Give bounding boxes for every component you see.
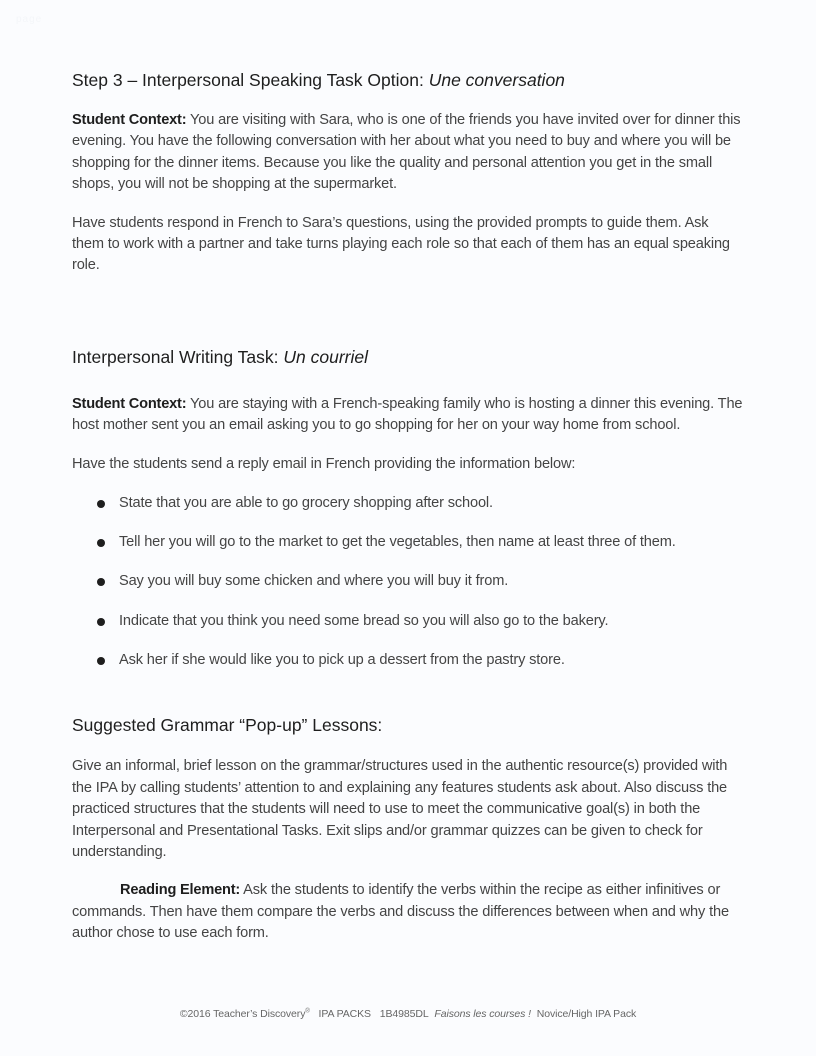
bullet-icon <box>97 657 105 665</box>
speaking-instructions: Have students respond in French to Sara’s questions, using the provided prompts to guide them. Ask them to work with a partner and take turns playing each role so that each of them has an equal speaking role. <box>72 214 730 274</box>
writing-context-label: Student Context: <box>72 395 187 412</box>
list-item-text: Say you will buy some chicken and where you will buy it from. <box>119 573 509 590</box>
list-item-text: Tell her you will go to the market to get the vegetables, then name at least three of them. <box>119 534 676 551</box>
speaking-context-text: You are visiting with Sara, who is one of the friends you have invited over for dinner this evening. You have the following conversation with her about what you need to buy and where you will be shopping for the dinner items. Because you like the quality and personal attention you get in the small shops, you will not be shopping at the supermarket. <box>72 112 741 193</box>
writing-task-heading <box>72 345 744 369</box>
document-page <box>72 68 744 945</box>
footer-code: 1B4985DL <box>379 1008 429 1020</box>
reading-element-paragraph <box>72 880 744 944</box>
list-item <box>72 611 744 632</box>
bullet-icon <box>97 539 105 547</box>
writing-student-context <box>72 394 744 437</box>
writing-instructions: Have the students send a reply email in French providing the information below: <box>72 455 576 472</box>
writing-bullet-list <box>72 493 744 671</box>
reading-element-text: Ask the students to identify the verbs within the recipe as either infinitives or commands. Then have them compare the verbs and discuss the differences between when and why the author chose to use each form. <box>72 882 729 942</box>
list-item <box>72 650 744 671</box>
grammar-heading: Suggested Grammar “Pop-up” Lessons: <box>72 715 383 736</box>
page-footer <box>0 1008 816 1020</box>
reading-element-label: Reading Element: <box>120 882 241 899</box>
list-item-text: State that you are able to go grocery shopping after school. <box>119 495 493 512</box>
footer-copyright-text: ©2016 Teacher’s Discovery <box>179 1008 306 1020</box>
list-item-text: Indicate that you think you need some bread so you will also go to the bakery. <box>119 612 609 629</box>
speaking-heading-prefix: Step 3 – Interpersonal Speaking Task Option <box>72 70 419 90</box>
bullet-icon <box>97 578 105 586</box>
speaking-student-context <box>72 110 744 196</box>
bullet-icon <box>97 618 105 626</box>
registered-mark: ® <box>305 1008 310 1015</box>
list-item <box>72 532 744 553</box>
footer-copyright <box>180 1008 310 1020</box>
footer-series: IPA PACKS <box>318 1008 371 1020</box>
list-item-text: Ask her if she would like you to pick up a dessert from the pastry store. <box>119 651 565 668</box>
writing-heading-italic: Un courriel <box>283 346 369 367</box>
grammar-text: Give an informal, brief lesson on the grammar/structures used in the authentic resource(s) provided with the IPA by calling students’ attention to and explaining any features students ask about. Also discuss the practiced structures that the students will need to use to meet the communicative goal(s) in both the Interpersonal and Presentational Tasks. Exit slips and/or grammar quizzes can be given to check for understanding. <box>72 758 728 860</box>
list-item <box>72 493 744 514</box>
speaking-task-heading <box>72 68 744 92</box>
bullet-icon <box>97 500 105 508</box>
writing-heading-prefix: Interpersonal Writing Task: <box>72 346 284 367</box>
speaking-heading-sep: : <box>418 70 429 90</box>
writing-context-text: You are staying with a French-speaking family who is hosting a dinner this evening. The host mother sent you an email asking you to go shopping for her on your way home from school. <box>72 395 743 434</box>
speaking-context-label: Student Context: <box>72 112 187 128</box>
speaking-heading-italic: Une conversation <box>428 70 565 90</box>
footer-title: Faisons les courses ! <box>434 1008 531 1020</box>
page-corner-mark: page <box>16 14 43 25</box>
footer-level: Novice/High IPA Pack <box>536 1008 637 1020</box>
list-item <box>72 571 744 592</box>
